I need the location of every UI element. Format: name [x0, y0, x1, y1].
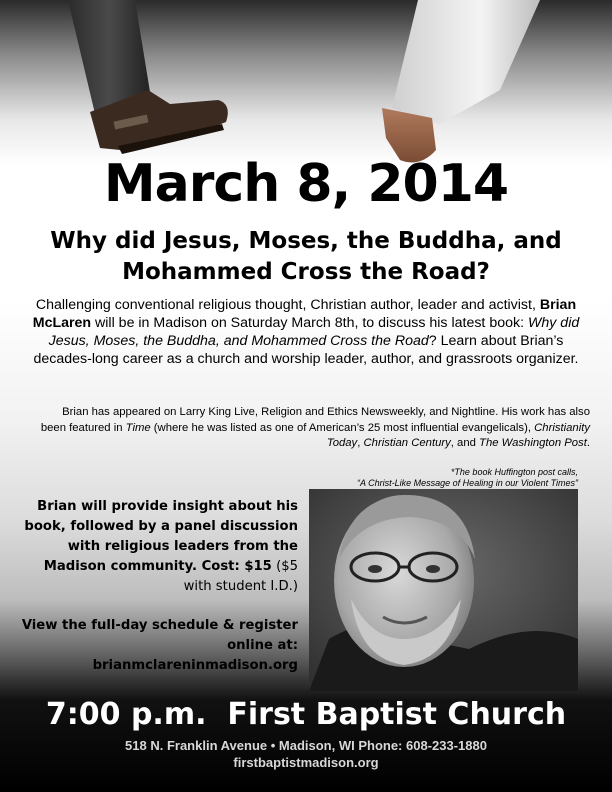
event-details	[18, 497, 298, 597]
student-price: ($5 with student I.D.)	[183, 559, 298, 594]
pub-washington-post: The Washington Post	[479, 437, 587, 449]
time-and-venue: 7:00 p.m. First Baptist Church	[45, 697, 567, 732]
appear-and: , and	[450, 437, 480, 449]
intro-paragraph	[30, 296, 582, 368]
register-block	[18, 616, 298, 676]
appear-end: .	[586, 437, 590, 449]
appearances-paragraph	[40, 405, 590, 452]
quote-line-2: “A Christ-Like Message of Healing in our Violent Times”	[356, 478, 578, 488]
cost-label: Cost: $15	[201, 559, 272, 574]
headline: Why did Jesus, Moses, the Buddha, and Mohammed Cross the Road?	[50, 228, 562, 285]
register-url: brianmclareninmadison.org	[92, 658, 298, 673]
brian-mclaren-portrait	[309, 489, 578, 691]
venue-address: 518 N. Franklin Avenue • Madison, WI Phone: 608-233-1880	[125, 738, 487, 753]
legs-crossing-road-photo	[0, 0, 612, 170]
speaker-name: Brian McLaren	[32, 297, 577, 331]
appear-text-1: Brian has appeared on Larry King Live, Religion and Ethics Newsweekly, and Nightline. His work has also been featured in	[40, 406, 590, 434]
venue-website: firstbaptistmadison.org	[233, 755, 379, 770]
intro-text-2: will be in Madison on Saturday March 8th, to discuss his latest book:	[91, 315, 528, 331]
intro-text-1: Challenging conventional religious thought, Christian author, leader and activist,	[35, 297, 540, 313]
quote-line-1: *The book Huffington post calls,	[450, 467, 578, 477]
schedule-text: View the full-day schedule & register online at:	[21, 618, 298, 653]
insight-text: Brian will provide insight about his book, followed by a panel discussion with religious leaders from the Madison community.	[24, 499, 298, 574]
pub-time: Time	[125, 421, 151, 434]
intro-text-3: ? Learn about Brian’s decades-long career as a church and worship leader, author, and grassroots organizer.	[33, 333, 579, 367]
pub-christianity-today: Christianity Today	[326, 421, 590, 449]
pub-christian-century: Christian Century	[363, 437, 451, 449]
appear-sep: ,	[357, 437, 364, 449]
event-date: March 8, 2014	[103, 154, 509, 214]
book-title: Why did Jesus, Moses, the Buddha, and Mohammed Cross the Road	[48, 315, 580, 349]
appear-text-2: (where he was listed as one of American’s 25 most influential evangelicals),	[150, 421, 535, 434]
huffington-quote	[230, 467, 578, 489]
